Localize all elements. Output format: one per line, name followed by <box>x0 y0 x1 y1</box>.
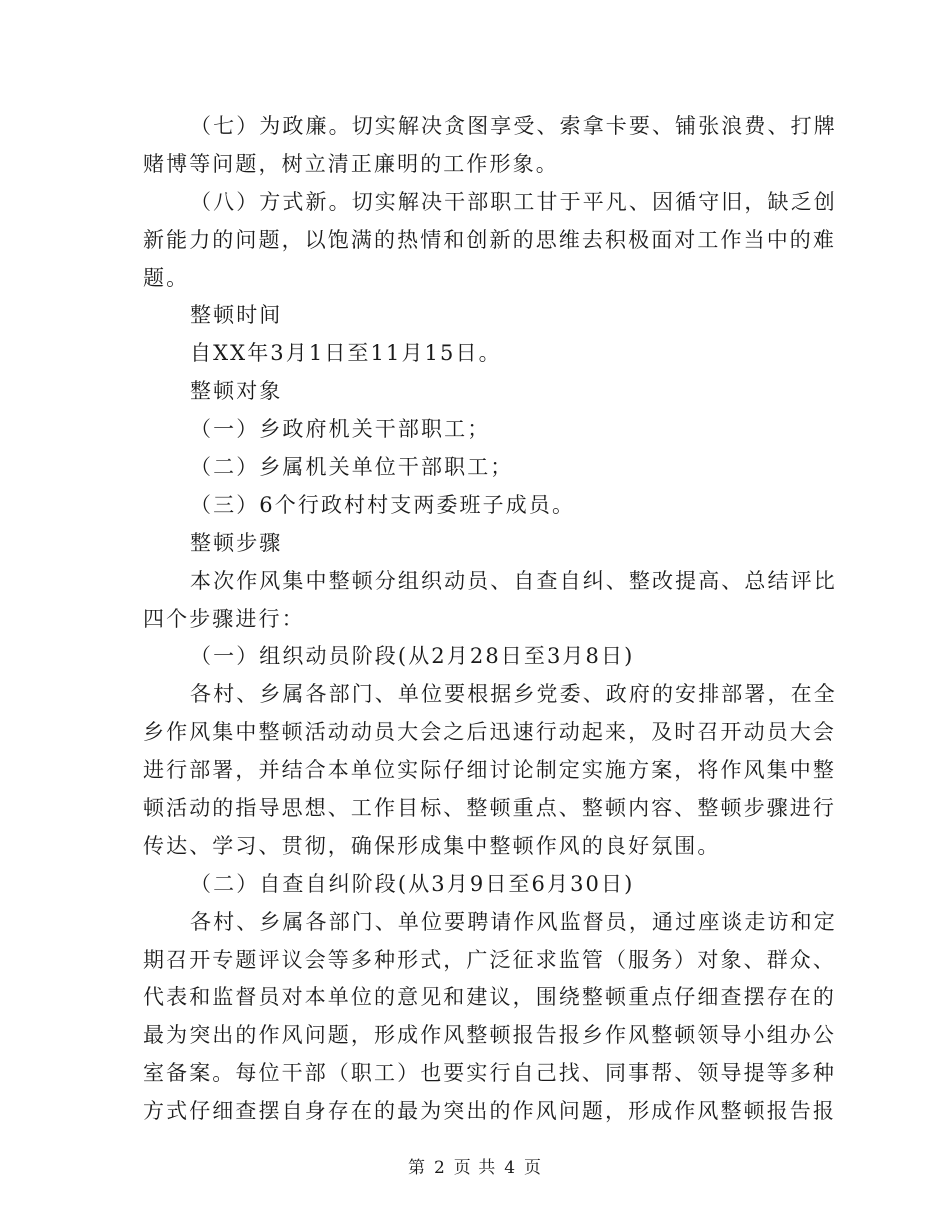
text-line: 四个步骤进行： <box>143 606 305 631</box>
text-line: 进行部署，并结合本单位实际仔细讨论制定实施方案，将作风集中整 <box>143 758 836 783</box>
document-body <box>143 108 837 1131</box>
text-line: 各村、乡属各部门、单位要聘请作风监督员，通过座谈走访和定 <box>190 909 837 934</box>
text-line: 赌博等问题，树立清正廉明的工作形象。 <box>143 151 559 176</box>
text-line: 室备案。每位干部（职工）也要实行自己找、同事帮、领导提等多种 <box>143 1061 836 1086</box>
text-line: 期召开专题评议会等多种形式，广泛征求监管（服务）对象、群众、 <box>143 947 836 972</box>
text-line: 整顿对象 <box>190 379 283 404</box>
text-line: 最为突出的作风问题，形成作风整顿报告报乡作风整顿领导小组办公 <box>143 1023 836 1048</box>
footer-prefix: 第 <box>407 1158 426 1178</box>
text-line: 传达、学习、贯彻，确保形成集中整顿作风的良好氛围。 <box>143 833 721 858</box>
text-line: 本次作风集中整顿分组织动员、自查自纠、整改提高、总结评比 <box>190 568 837 593</box>
text-line: 新能力的问题，以饱满的热情和创新的思维去积极面对工作当中的难 <box>143 227 836 252</box>
text-line: （八）方式新。切实解决干部职工甘于平凡、因循守旧，缺乏创 <box>190 189 837 214</box>
text-line: 题。 <box>143 265 190 290</box>
text-line: （三）6个行政村村支两委班子成员。 <box>190 492 576 517</box>
text-line: 顿活动的指导思想、工作目标、整顿重点、整顿内容、整顿步骤进行 <box>143 796 836 821</box>
text-line: 自XX年3月1日至11月15日。 <box>190 341 502 366</box>
footer-suffix: 页 <box>524 1158 543 1178</box>
text-line: （二）自查自纠阶段(从3月9日至6月30日) <box>190 871 635 896</box>
footer-page-number: 2 <box>433 1158 446 1178</box>
footer-mid: 页 共 <box>453 1158 497 1178</box>
text-line: 代表和监督员对本单位的意见和建议，围绕整顿重点仔细查摆存在的 <box>143 985 836 1010</box>
text-line: （一）组织动员阶段(从2月28日至3月8日) <box>190 644 635 669</box>
text-line: 整顿时间 <box>190 303 283 328</box>
text-line: （七）为政廉。切实解决贪图享受、索拿卡要、铺张浪费、打牌 <box>190 114 837 138</box>
text-line: 方式仔细查摆自身存在的最为突出的作风问题，形成作风整顿报告报 <box>143 1099 836 1124</box>
footer-total-pages: 4 <box>504 1158 517 1178</box>
text-line: 整顿步骤 <box>190 530 283 555</box>
text-line: （一）乡政府机关干部职工； <box>190 417 491 442</box>
text-line: 各村、乡属各部门、单位要根据乡党委、政府的安排部署，在全 <box>190 682 837 707</box>
text-line: 乡作风集中整顿活动动员大会之后迅速行动起来，及时召开动员大会 <box>143 720 836 745</box>
text-line: （二）乡属机关单位干部职工； <box>190 455 514 480</box>
page-footer <box>0 1153 950 1178</box>
